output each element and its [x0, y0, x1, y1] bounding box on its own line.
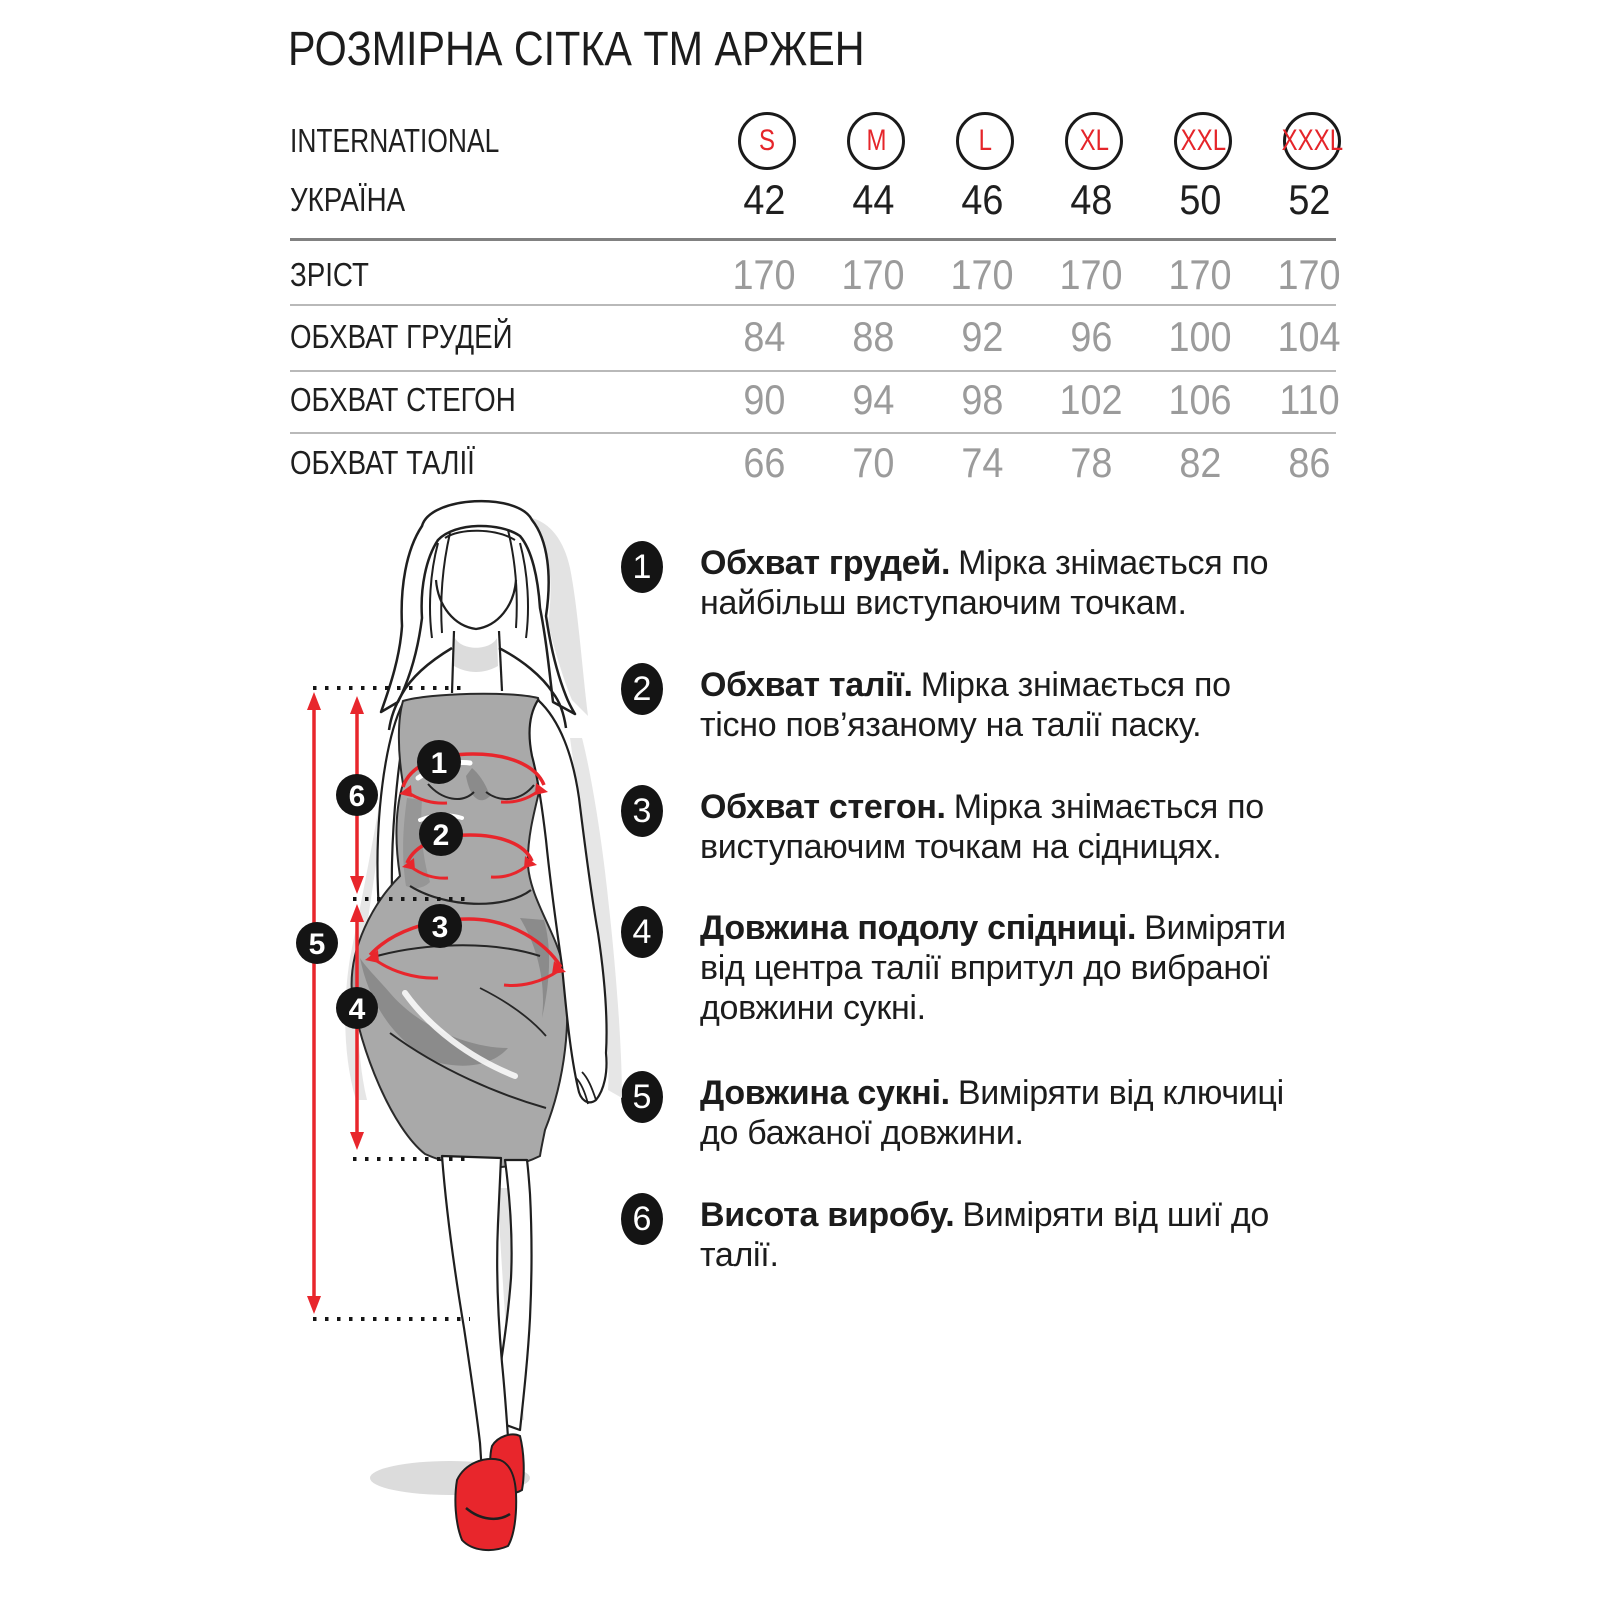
legend-desc: Виміряти від ключиці до бажаної довжини.: [700, 1074, 1284, 1152]
table-cell: 170: [841, 251, 905, 298]
dress-length-arrow: [307, 692, 321, 1314]
table-cell: 102: [1059, 376, 1123, 423]
table-cell: 98: [960, 376, 1004, 423]
table-cell: 110: [1278, 376, 1340, 423]
row-label-ukraine: УКРАЇНА: [290, 181, 406, 218]
marker-3-label: 3: [431, 910, 449, 944]
table-cell: 170: [732, 251, 796, 298]
row-label-hips: ОБХВАТ СТЕГОН: [290, 381, 516, 418]
ua-size-value: 52: [1287, 176, 1331, 223]
legend-marker-3: 3: [621, 785, 663, 837]
table-cell: 170: [1168, 251, 1232, 298]
size-circle-l: L: [956, 112, 1014, 170]
legend-term: Довжина подолу спідниці.: [700, 909, 1137, 947]
legend-marker-6: 6: [621, 1193, 663, 1245]
table-cell: 78: [1069, 439, 1113, 486]
table-cell: 170: [1059, 251, 1123, 298]
size-circle-xl: XL: [1065, 112, 1123, 170]
ua-size-value: 46: [960, 176, 1004, 223]
table-cell: 88: [851, 313, 895, 360]
legs: [442, 1156, 532, 1474]
legend-item-5: [700, 1073, 1290, 1153]
table-cell: 84: [742, 313, 786, 360]
table-divider: [290, 304, 1336, 306]
legend-item-4: [700, 908, 1290, 1028]
table-cell: 90: [742, 376, 786, 423]
table-cell: 106: [1168, 376, 1232, 423]
ua-size-value: 50: [1178, 176, 1222, 223]
legend-term: Висота виробу.: [700, 1196, 955, 1234]
row-label-waist: ОБХВАТ ТАЛІЇ: [290, 444, 475, 481]
row-label-bust: ОБХВАТ ГРУДЕЙ: [290, 318, 513, 355]
marker-1-label: 1: [430, 746, 448, 780]
legend-desc: Мірка знімається по тісно пов’язаному на талії паску.: [700, 666, 1231, 744]
face: [436, 580, 516, 693]
table-cell: 170: [1277, 251, 1341, 298]
page-title-text: РОЗМІРНА СІТКА ТМ АРЖЕН: [288, 23, 865, 76]
legend-item-3: [700, 787, 1290, 867]
legend-desc: Виміряти від шиї до талії.: [700, 1196, 1270, 1274]
marker-6-label: 6: [348, 779, 366, 813]
table-cell: 96: [1069, 313, 1113, 360]
marker-2-label: 2: [432, 818, 450, 852]
size-circle-xxl: XXL: [1174, 112, 1232, 170]
legend-marker-1: 1: [621, 541, 663, 593]
legend-item-1: [700, 543, 1290, 623]
table-divider: [290, 432, 1336, 434]
legend-marker-2: 2: [621, 663, 663, 715]
table-cell: 104: [1277, 313, 1341, 360]
table-cell: 94: [851, 376, 895, 423]
row-label-international: INTERNATIONAL: [290, 122, 500, 159]
ua-size-value: 44: [851, 176, 895, 223]
table-cell: 86: [1287, 439, 1331, 486]
legend-desc: Виміряти від центра талії впритул до вибраної довжини сукні.: [700, 909, 1286, 1027]
table-cell: 74: [960, 439, 1004, 486]
table-cell: 66: [742, 439, 786, 486]
page-title: [288, 22, 958, 77]
legend-term: Обхват грудей.: [700, 544, 951, 582]
row-label-height: ЗРІСТ: [290, 256, 369, 293]
size-circle-m: M: [847, 112, 905, 170]
marker-4-label: 4: [348, 992, 366, 1026]
table-cell: 100: [1168, 313, 1232, 360]
legend-marker-5: 5: [621, 1071, 663, 1123]
legend-item-6: [700, 1195, 1290, 1275]
legend-term: Обхват стегон.: [700, 788, 946, 826]
size-circle-s: S: [738, 112, 796, 170]
ua-size-value: 42: [742, 176, 786, 223]
table-cell: 82: [1178, 439, 1222, 486]
legend-desc: Мірка знімається по найбільш виступаючим точкам.: [700, 544, 1269, 622]
legend-term: Обхват талії.: [700, 666, 913, 704]
table-cell: 170: [950, 251, 1014, 298]
legend-term: Довжина сукні.: [700, 1074, 950, 1112]
table-cell: 70: [851, 439, 895, 486]
size-circle-xxxl: XXXL: [1283, 112, 1341, 170]
table-cell: 92: [960, 313, 1004, 360]
table-divider: [290, 370, 1336, 372]
table-divider: [290, 238, 1336, 241]
front-leg: [442, 1156, 510, 1474]
legend-desc: Мірка знімається по виступаючим точкам на сідницях.: [700, 788, 1264, 866]
marker-5-label: 5: [308, 927, 326, 961]
legend-marker-4: 4: [621, 906, 663, 958]
ua-size-value: 48: [1069, 176, 1113, 223]
woman-measurement-figure: [270, 488, 670, 1573]
legend-item-2: [700, 665, 1290, 745]
